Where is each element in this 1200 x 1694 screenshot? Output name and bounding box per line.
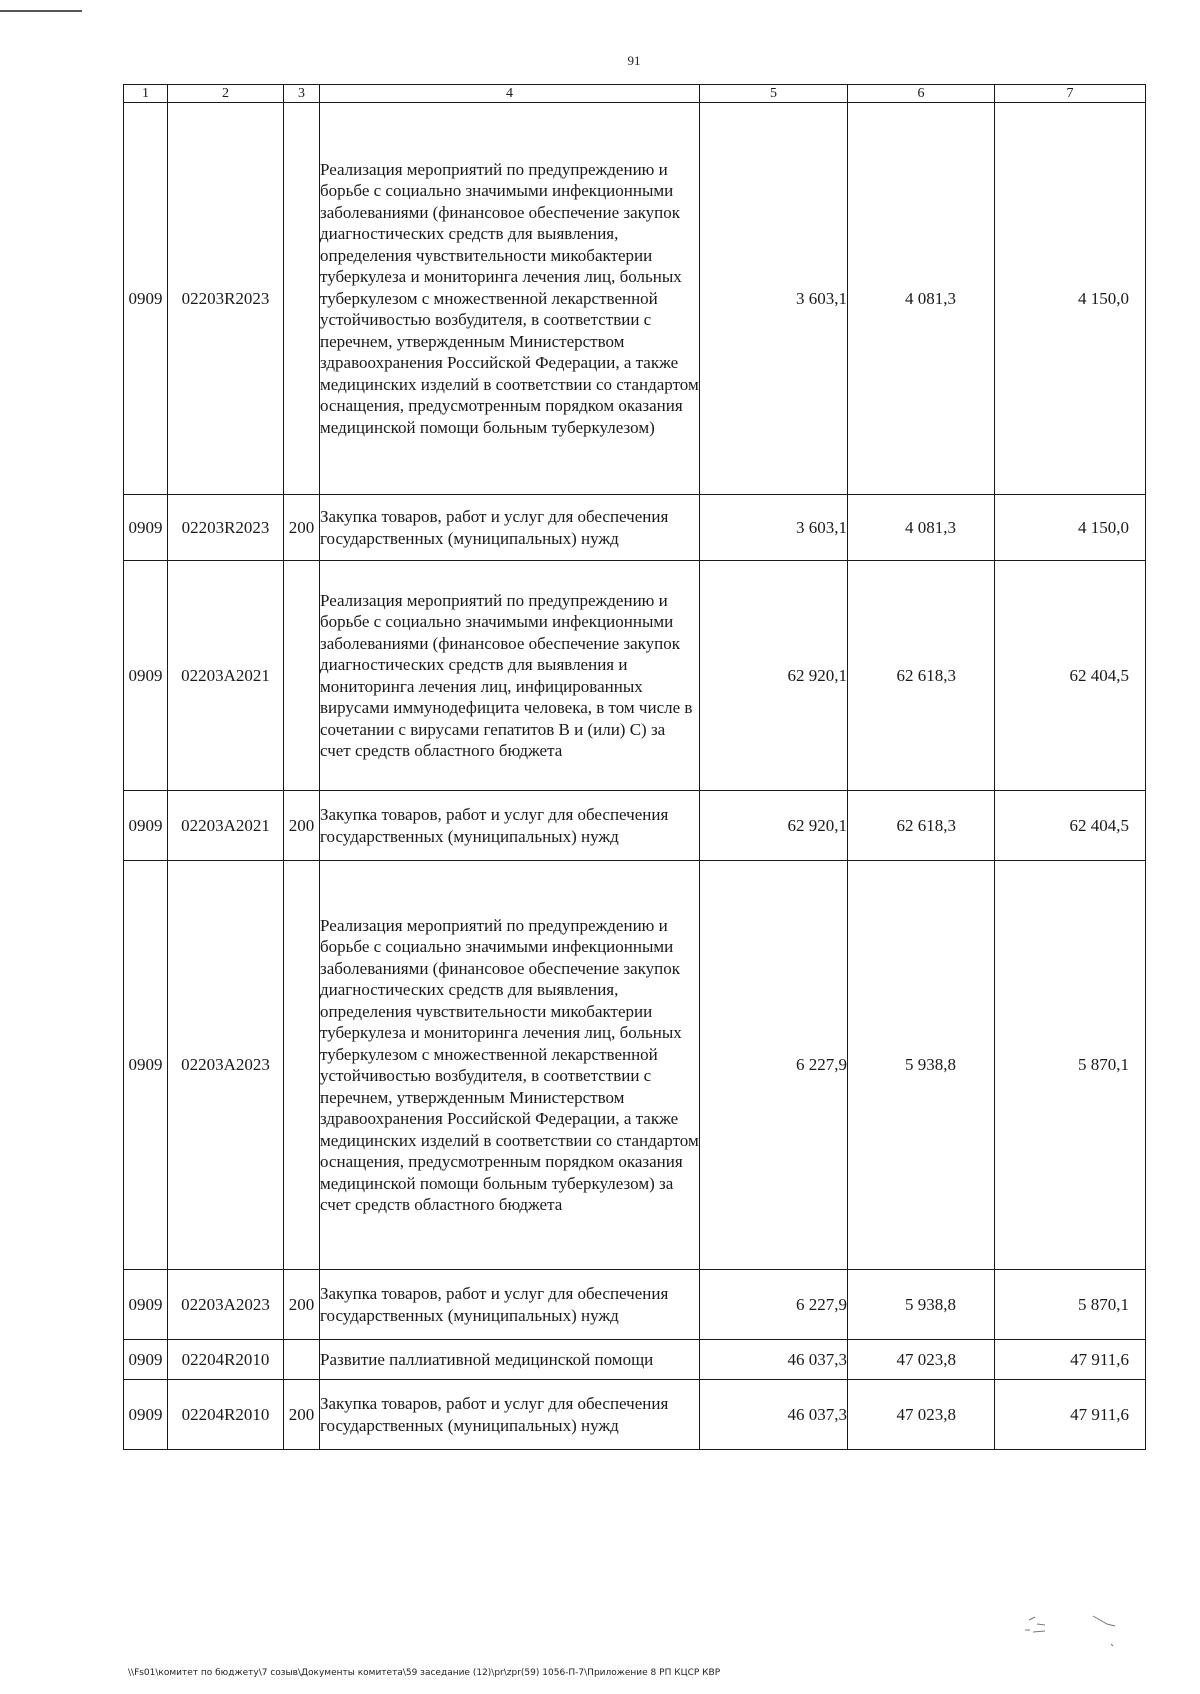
value-col7: 5 870,1 (995, 861, 1146, 1270)
target-code: 02203А2021 (168, 561, 284, 791)
col-header: 2 (168, 85, 284, 103)
value-col7: 47 911,6 (995, 1340, 1146, 1380)
target-code: 02203А2023 (168, 1270, 284, 1340)
value-col5: 6 227,9 (700, 861, 848, 1270)
value-col7: 4 150,0 (995, 103, 1146, 495)
table-header-row (124, 85, 1146, 103)
target-code: 02203R2023 (168, 495, 284, 561)
value-col5: 46 037,3 (700, 1380, 848, 1450)
footer-file-path: \\Fs01\комитет по бюджету\7 созыв\Документы комитета\59 заседание (12)\pr\zpr(59) 1056-П-7\Приложение 8 РП КЦСР КВР (128, 1668, 721, 1678)
col-header: 3 (284, 85, 320, 103)
value-col7: 5 870,1 (995, 1270, 1146, 1340)
value-col6: 47 023,8 (848, 1340, 995, 1380)
item-name: Реализация мероприятий по предупреждению и борьбе с социально значимыми инфекционными заболеваниями (финансовое обеспечение закупок диагностических средств для выявления, определения чувствительности микобактерии туберкулеза и мониторинга лечения лиц, больных туберкулезом с множественной лекарственной устойчивостью возбудителя, в соответствии с перечнем, утвержденным Министерством здравоохранения Российской Федерации, а также медицинских изделий в соответствии со стандартом оснащения, предусмотренным порядком оказания медицинской помощи больным туберкулезом) за счет средств областного бюджета (320, 861, 700, 1270)
expense-type-code: 200 (284, 495, 320, 561)
value-col7: 62 404,5 (995, 791, 1146, 861)
value-col5: 62 920,1 (700, 561, 848, 791)
item-name: Закупка товаров, работ и услуг для обеспечения государственных (муниципальных) нужд (320, 791, 700, 861)
table-row (124, 791, 1146, 861)
target-code: 02203А2023 (168, 861, 284, 1270)
item-name: Реализация мероприятий по предупреждению и борьбе с социально значимыми инфекционными заболеваниями (финансовое обеспечение закупок диагностических средств для выявления, определения чувствительности микобактерии туберкулеза и мониторинга лечения лиц, больных туберкулезом с множественной лекарственной устойчивостью возбудителя, в соответствии с перечнем, утвержденным Министерством здравоохранения Российской Федерации, а также медицинских изделий в соответствии со стандартом оснащения, предусмотренным порядком оказания медицинской помощи больным туберкулезом) (320, 103, 700, 495)
page-number: 91 (627, 53, 641, 68)
value-col6: 4 081,3 (848, 103, 995, 495)
expense-type-code (284, 861, 320, 1270)
value-col5: 3 603,1 (700, 495, 848, 561)
value-col6: 62 618,3 (848, 791, 995, 861)
value-col6: 4 081,3 (848, 495, 995, 561)
section-code: 0909 (124, 861, 168, 1270)
value-col7: 47 911,6 (995, 1380, 1146, 1450)
table-row (124, 561, 1146, 791)
table-row (124, 1380, 1146, 1450)
budget-table (123, 84, 1146, 1450)
section-code: 0909 (124, 1380, 168, 1450)
value-col6: 47 023,8 (848, 1380, 995, 1450)
expense-type-code (284, 561, 320, 791)
section-code: 0909 (124, 561, 168, 791)
expense-type-code: 200 (284, 791, 320, 861)
value-col6: 5 938,8 (848, 1270, 995, 1340)
item-name: Закупка товаров, работ и услуг для обеспечения государственных (муниципальных) нужд (320, 1270, 700, 1340)
target-code: 02203R2023 (168, 103, 284, 495)
scan-smudge-marks (1015, 1600, 1145, 1650)
col-header: 7 (995, 85, 1146, 103)
item-name: Закупка товаров, работ и услуг для обеспечения государственных (муниципальных) нужд (320, 1380, 700, 1450)
target-code: 02203А2021 (168, 791, 284, 861)
value-col7: 62 404,5 (995, 561, 1146, 791)
table-row (124, 861, 1146, 1270)
expense-type-code: 200 (284, 1270, 320, 1340)
table-row (124, 495, 1146, 561)
section-code: 0909 (124, 791, 168, 861)
section-code: 0909 (124, 103, 168, 495)
value-col5: 46 037,3 (700, 1340, 848, 1380)
value-col6: 5 938,8 (848, 861, 995, 1270)
table-row (124, 1270, 1146, 1340)
expense-type-code (284, 103, 320, 495)
table-row (124, 1340, 1146, 1380)
target-code: 02204R2010 (168, 1380, 284, 1450)
item-name: Закупка товаров, работ и услуг для обеспечения государственных (муниципальных) нужд (320, 495, 700, 561)
item-name: Реализация мероприятий по предупреждению и борьбе с социально значимыми инфекционными заболеваниями (финансовое обеспечение закупок диагностических средств для выявления и мониторинга лечения лиц, инфицированных вирусами иммунодефицита человека, в том числе в сочетании с вирусами гепатитов В и (или) С) за счет средств областного бюджета (320, 561, 700, 791)
section-code: 0909 (124, 1340, 168, 1380)
col-header: 1 (124, 85, 168, 103)
value-col5: 3 603,1 (700, 103, 848, 495)
col-header: 4 (320, 85, 700, 103)
value-col7: 4 150,0 (995, 495, 1146, 561)
col-header: 6 (848, 85, 995, 103)
section-code: 0909 (124, 1270, 168, 1340)
expense-type-code: 200 (284, 1380, 320, 1450)
table-row (124, 103, 1146, 495)
target-code: 02204R2010 (168, 1340, 284, 1380)
section-code: 0909 (124, 495, 168, 561)
expense-type-code (284, 1340, 320, 1380)
value-col5: 6 227,9 (700, 1270, 848, 1340)
col-header: 5 (700, 85, 848, 103)
value-col6: 62 618,3 (848, 561, 995, 791)
value-col5: 62 920,1 (700, 791, 848, 861)
scan-corner-mark (0, 10, 82, 12)
item-name: Развитие паллиативной медицинской помощи (320, 1340, 700, 1380)
